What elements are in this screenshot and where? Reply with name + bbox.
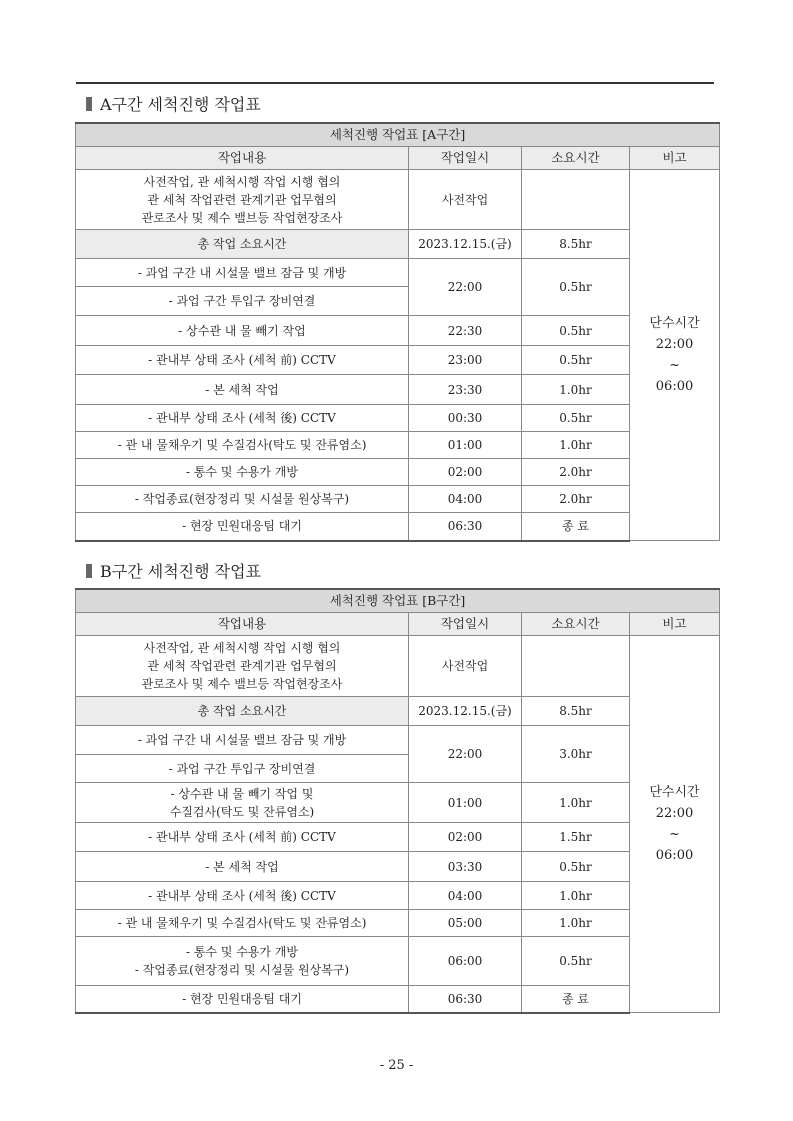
row-date: 01:00 xyxy=(409,783,522,823)
note-line: 단수시간 xyxy=(649,316,700,331)
row-content-line: 수질검사(탁도 및 잔류염소) xyxy=(169,804,315,819)
note-line: ~ xyxy=(669,358,680,373)
row-date: 00:30 xyxy=(409,405,522,432)
header-duration: 소요시간 xyxy=(522,147,630,170)
pre-work-duration xyxy=(522,636,630,697)
pre-work-line: 관 세척 작업관련 관계기관 업무협의 xyxy=(147,192,337,207)
row-duration: 0.5hr xyxy=(522,316,630,346)
row-duration: 2.0hr xyxy=(522,459,630,486)
row-content: - 본 세척 작업 xyxy=(76,375,409,405)
pre-work-line: 관로조사 및 제수 밸브등 작업현장조사 xyxy=(141,677,343,691)
row-duration: 1.0hr xyxy=(522,910,630,937)
note-line: 22:00 xyxy=(655,337,694,352)
row-duration: 1.5hr xyxy=(522,823,630,852)
pre-work-duration xyxy=(522,170,630,230)
row-date: 06:30 xyxy=(409,513,522,541)
row-content: - 과업 구간 내 시설물 밸브 잠금 및 개방 xyxy=(76,259,409,287)
table-row xyxy=(76,726,720,755)
row-duration: 0.5hr xyxy=(522,259,630,316)
row-date: 02:00 xyxy=(409,459,522,486)
table-caption: 세척진행 작업표 [B구간] xyxy=(76,589,720,613)
pre-work-line: 사전작업, 관 세척시행 작업 시행 협의 xyxy=(143,174,341,189)
section-b-heading-text: B구간 세척진행 작업표 xyxy=(100,562,262,581)
heading-marker-icon xyxy=(86,564,92,578)
pre-work-date: 사전작업 xyxy=(409,636,522,697)
row-date: 04:00 xyxy=(409,486,522,513)
total-row xyxy=(76,697,720,726)
row-duration: 0.5hr xyxy=(522,405,630,432)
heading-marker-icon xyxy=(86,97,92,111)
table-row xyxy=(76,405,720,432)
table-row xyxy=(76,823,720,852)
table-caption: 세척진행 작업표 [A구간] xyxy=(76,123,720,147)
row-duration: 0.5hr xyxy=(522,852,630,882)
row-date: 22:00 xyxy=(409,259,522,316)
row-content: - 현장 민원대응팀 대기 xyxy=(76,513,409,541)
row-content xyxy=(76,783,409,823)
row-date: 02:00 xyxy=(409,823,522,852)
row-date: 22:00 xyxy=(409,726,522,783)
table-row xyxy=(76,910,720,937)
table-row xyxy=(76,346,720,375)
header-content: 작업내용 xyxy=(76,613,409,636)
note-line: ~ xyxy=(669,827,680,842)
note-line: 단수시간 xyxy=(649,785,700,800)
row-content xyxy=(76,937,409,986)
row-duration: 1.0hr xyxy=(522,882,630,910)
row-content: - 상수관 내 물 빼기 작업 xyxy=(76,316,409,346)
table-row xyxy=(76,259,720,287)
note-line: 06:00 xyxy=(655,379,694,394)
header-note: 비고 xyxy=(630,147,720,170)
row-duration: 0.5hr xyxy=(522,937,630,986)
table-row xyxy=(76,316,720,346)
total-date: 2023.12.15.(금) xyxy=(409,230,522,259)
header-date: 작업일시 xyxy=(409,147,522,170)
row-content: - 과업 구간 내 시설물 밸브 잠금 및 개방 xyxy=(76,726,409,755)
row-content: - 관내부 상태 조사 (세척 後) CCTV xyxy=(76,405,409,432)
row-content: - 본 세척 작업 xyxy=(76,852,409,882)
row-date: 23:30 xyxy=(409,375,522,405)
header-note: 비고 xyxy=(630,613,720,636)
pre-work-date: 사전작업 xyxy=(409,170,522,230)
row-content: - 현장 민원대응팀 대기 xyxy=(76,986,409,1013)
row-content: - 관내부 상태 조사 (세척 後) CCTV xyxy=(76,882,409,910)
section-b-heading xyxy=(86,559,261,582)
table-row xyxy=(76,882,720,910)
row-content: - 관내부 상태 조사 (세척 前) CCTV xyxy=(76,823,409,852)
row-date: 22:30 xyxy=(409,316,522,346)
section-a-heading xyxy=(86,92,261,115)
table-row xyxy=(76,375,720,405)
table-row xyxy=(76,986,720,1013)
table-row xyxy=(76,513,720,541)
row-duration: 종 료 xyxy=(522,513,630,541)
pre-work-content xyxy=(76,636,409,697)
total-duration: 8.5hr xyxy=(522,230,630,259)
header-date: 작업일시 xyxy=(409,613,522,636)
table-row xyxy=(76,459,720,486)
total-row xyxy=(76,230,720,259)
table-caption-row xyxy=(76,589,720,613)
table-row xyxy=(76,852,720,882)
row-content: - 관내부 상태 조사 (세척 前) CCTV xyxy=(76,346,409,375)
row-date: 05:00 xyxy=(409,910,522,937)
table-row xyxy=(76,783,720,823)
row-content-line: - 상수관 내 물 빼기 작업 및 xyxy=(170,786,314,801)
section-a-heading-text: A구간 세척진행 작업표 xyxy=(100,95,261,114)
row-content-line: - 통수 및 수용가 개방 xyxy=(185,945,299,959)
row-content: - 통수 및 수용가 개방 xyxy=(76,459,409,486)
row-duration: 종 료 xyxy=(522,986,630,1013)
table-row xyxy=(76,432,720,459)
note-cell xyxy=(630,636,720,1013)
row-duration: 1.0hr xyxy=(522,783,630,823)
row-content-line: - 작업종료(현장정리 및 시설물 원상복구) xyxy=(134,963,350,977)
table-row xyxy=(76,636,720,697)
row-duration: 1.0hr xyxy=(522,375,630,405)
row-content: - 관 내 물채우기 및 수질검사(탁도 및 잔류염소) xyxy=(76,910,409,937)
note-line: 06:00 xyxy=(655,848,694,863)
row-duration: 2.0hr xyxy=(522,486,630,513)
table-header-row xyxy=(76,613,720,636)
row-duration: 0.5hr xyxy=(522,346,630,375)
note-cell xyxy=(630,170,720,541)
row-date: 06:00 xyxy=(409,937,522,986)
row-date: 23:00 xyxy=(409,346,522,375)
total-duration: 8.5hr xyxy=(522,697,630,726)
total-label: 총 작업 소요시간 xyxy=(76,697,409,726)
row-content: - 과업 구간 투입구 장비연결 xyxy=(76,755,409,783)
table-row xyxy=(76,170,720,230)
pre-work-content xyxy=(76,170,409,230)
header-content: 작업내용 xyxy=(76,147,409,170)
note-line: 22:00 xyxy=(655,806,694,821)
header-duration: 소요시간 xyxy=(522,613,630,636)
row-date: 03:30 xyxy=(409,852,522,882)
page-number: - 25 - xyxy=(379,1058,414,1073)
table-row xyxy=(76,937,720,986)
pre-work-line: 관 세척 작업관련 관계기관 업무협의 xyxy=(147,659,337,673)
pre-work-line: 사전작업, 관 세척시행 작업 시행 협의 xyxy=(143,641,341,655)
row-date: 04:00 xyxy=(409,882,522,910)
row-content: - 관 내 물채우기 및 수질검사(탁도 및 잔류염소) xyxy=(76,432,409,459)
table-caption-row xyxy=(76,123,720,147)
section-b-table xyxy=(75,588,720,1014)
table-row xyxy=(76,486,720,513)
top-rule xyxy=(76,82,714,84)
total-label: 총 작업 소요시간 xyxy=(76,230,409,259)
row-content: - 과업 구간 투입구 장비연결 xyxy=(76,287,409,316)
row-date: 06:30 xyxy=(409,986,522,1013)
row-duration: 1.0hr xyxy=(522,432,630,459)
row-date: 01:00 xyxy=(409,432,522,459)
pre-work-line: 관로조사 및 제수 밸브등 작업현장조사 xyxy=(141,210,343,225)
row-duration: 3.0hr xyxy=(522,726,630,783)
section-a-table xyxy=(75,122,720,542)
table-header-row xyxy=(76,147,720,170)
total-date: 2023.12.15.(금) xyxy=(409,697,522,726)
row-content: - 작업종료(현장정리 및 시설물 원상복구) xyxy=(76,486,409,513)
